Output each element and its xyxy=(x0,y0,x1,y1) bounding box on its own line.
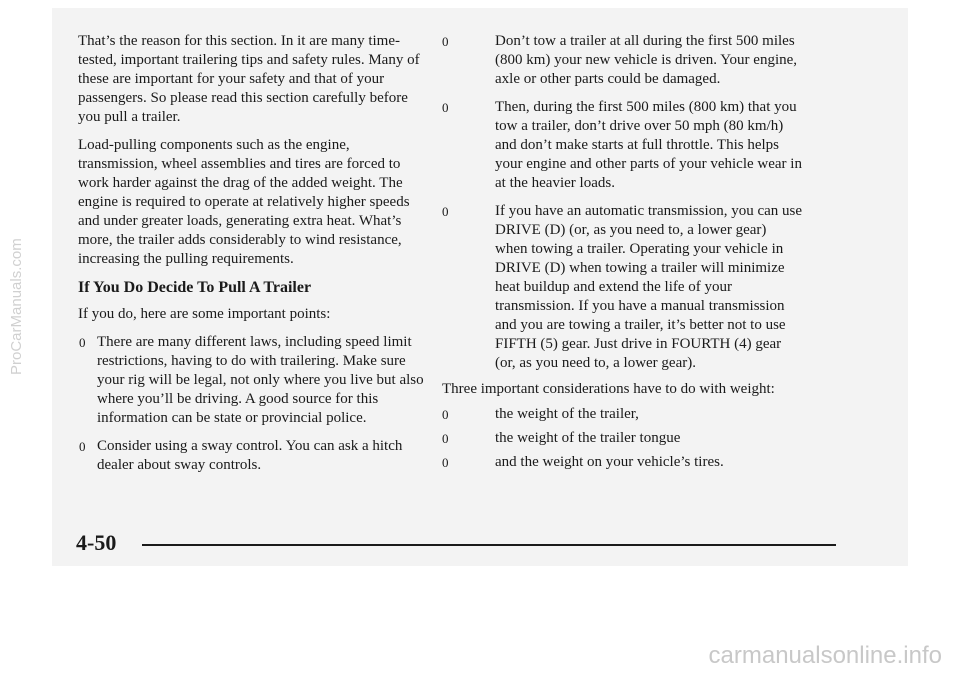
list-item-text: If you have an automatic transmission, you can use DRIVE (D) (or, as you need to, a lower gear) when towing a trailer. Operating your vehicle in DRIVE (D) when towing a trailer will minimize heat buildup and extend the life of your transmission. If you have a manual transmission and you are towing a trailer, it’s better not to use FIFTH (5) gear. Just drive in FOURTH (4) gear (or, as you need to, a lower gear). xyxy=(495,203,803,371)
bullet-icon: 0 xyxy=(442,407,449,422)
list-item xyxy=(442,202,802,373)
points-intro: If you do, here are some important points: xyxy=(78,306,331,322)
section-heading: If You Do Decide To Pull A Trailer xyxy=(78,279,312,296)
list-item xyxy=(442,429,802,448)
bullet-icon: 0 xyxy=(442,455,449,470)
page-number: 4-50 xyxy=(76,530,117,555)
footer-rule xyxy=(142,544,836,546)
intro-paragraph: That’s the reason for this section. In it are many time-tested, important trailering tips and safety rules. Many of these are important for your safety and that of your passengers. So please read this section carefully before you pull a trailer. xyxy=(78,33,420,125)
list-item-text: Don’t tow a trailer at all during the first 500 miles (800 km) your new vehicle is driven. Your engine, axle or other parts could be damaged. xyxy=(495,33,798,87)
list-item xyxy=(78,333,430,428)
list-item-text: and the weight on your vehicle’s tires. xyxy=(495,454,724,470)
bullet-icon: 0 xyxy=(79,335,86,350)
bullet-icon: 0 xyxy=(442,34,449,49)
weight-intro: Three important considerations have to do with weight: xyxy=(442,381,775,397)
bullet-icon: 0 xyxy=(442,431,449,446)
list-item-text: the weight of the trailer, xyxy=(495,406,639,422)
bullet-icon: 0 xyxy=(79,439,86,454)
list-item-text: the weight of the trailer tongue xyxy=(495,430,681,446)
left-column xyxy=(78,32,430,484)
site-footer-text: carmanualsonline.info xyxy=(708,642,942,669)
list-item xyxy=(442,98,802,193)
bullet-icon: 0 xyxy=(442,100,449,115)
list-item xyxy=(442,453,802,472)
list-item xyxy=(442,32,802,89)
left-bullet-list xyxy=(78,333,430,475)
manual-page xyxy=(52,8,908,566)
right-bullet-list xyxy=(442,32,802,373)
page-footer xyxy=(76,530,836,560)
list-item xyxy=(442,405,802,424)
list-item-text: There are many different laws, including speed limit restrictions, having to do with trailering. Make sure your rig will be legal, not only where you live but also where you’ll be driving. A good source for this information can be state or provincial police. xyxy=(97,334,424,426)
watermark: ProCarManuals.com xyxy=(8,238,25,375)
load-pulling-paragraph: Load-pulling components such as the engine, transmission, wheel assemblies and tires are forced to work harder against the drag of the added weight. The engine is required to operate at relatively higher speeds and under greater loads, generating extra heat. What’s more, the trailer adds considerably to wind resistance, increasing the pulling requirements. xyxy=(78,137,410,267)
list-item-text: Then, during the first 500 miles (800 km) that you tow a trailer, don’t drive over 50 mph (80 km/h) and don’t make starts at full throttle. This helps your engine and other parts of your vehicle wear in at the heavier loads. xyxy=(495,99,802,191)
right-column xyxy=(442,32,802,477)
list-item xyxy=(78,437,430,475)
weight-list xyxy=(442,405,802,472)
bullet-icon: 0 xyxy=(442,204,449,219)
list-item-text: Consider using a sway control. You can ask a hitch dealer about sway controls. xyxy=(97,438,403,473)
